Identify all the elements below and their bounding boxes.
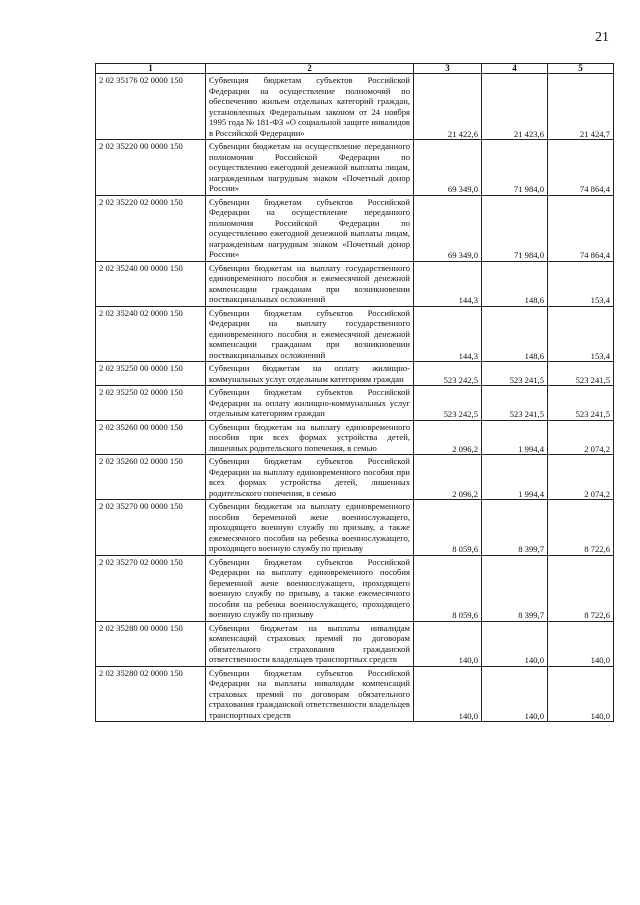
value-col4-cell: 140,0 [482, 666, 548, 722]
budget-code-cell: 2 02 35220 00 0000 150 [96, 140, 206, 196]
value-col3-cell: 2 096,2 [414, 420, 482, 455]
table-row [96, 195, 614, 261]
budget-code-cell: 2 02 35270 00 0000 150 [96, 500, 206, 556]
description-cell: Субвенции бюджетам субъектов Российской Федерации на выплату государственного единовременного пособия и ежемесячной денежной компенсации гражданам при возникновении поствакцинальных осложнений [206, 306, 414, 362]
value-col4-cell: 71 984,0 [482, 195, 548, 261]
budget-code-cell: 2 02 35280 00 0000 150 [96, 621, 206, 666]
budget-code-cell: 2 02 35280 02 0000 150 [96, 666, 206, 722]
table-row [96, 362, 614, 386]
value-col5-cell: 74 864,4 [548, 195, 614, 261]
value-col5-cell: 140,0 [548, 621, 614, 666]
description-cell: Субвенции бюджетам субъектов Российской Федерации на оплату жилищно-коммунальных услуг отдельным категориям граждан [206, 386, 414, 421]
budget-code-cell: 2 02 35250 00 0000 150 [96, 362, 206, 386]
description-cell: Субвенции бюджетам на выплаты инвалидам компенсаций страховых премий по договорам обязательного страхования гражданской ответственности владельцев транспортных средств [206, 621, 414, 666]
value-col3-cell: 523 242,5 [414, 362, 482, 386]
description-cell: Субвенции бюджетам субъектов Российской Федерации на выплаты инвалидам компенсаций страховых премий по договорам обязательного страхования гражданской ответственности владельцев транспортных средств [206, 666, 414, 722]
budget-code-cell: 2 02 35250 02 0000 150 [96, 386, 206, 421]
table-row [96, 555, 614, 621]
value-col5-cell: 2 074,2 [548, 420, 614, 455]
description-cell: Субвенции бюджетам субъектов Российской Федерации на выплату единовременного пособия при всех формах устройства детей, лишенных родительского попечения, в семью [206, 455, 414, 500]
description-cell: Субвенции бюджетам субъектов Российской Федерации на осуществление переданного полномочия Российской Федерации по осуществлению ежегодной денежной выплаты лицам, награжденным нагрудным знаком «Почетный донор России» [206, 195, 414, 261]
value-col5-cell: 153,4 [548, 261, 614, 306]
value-col3-cell: 523 242,5 [414, 386, 482, 421]
table-header-row [96, 64, 614, 74]
value-col4-cell: 8 399,7 [482, 555, 548, 621]
value-col3-cell: 8 059,6 [414, 500, 482, 556]
budget-code-cell: 2 02 35220 02 0000 150 [96, 195, 206, 261]
value-col5-cell: 8 722,6 [548, 500, 614, 556]
value-col3-cell: 140,0 [414, 666, 482, 722]
table-row [96, 74, 614, 140]
budget-table [95, 63, 614, 722]
table-row [96, 261, 614, 306]
value-col5-cell: 523 241,5 [548, 386, 614, 421]
column-header: 1 [96, 64, 206, 74]
value-col4-cell: 1 994,4 [482, 420, 548, 455]
value-col3-cell: 21 422,6 [414, 74, 482, 140]
description-cell: Субвенции бюджетам на выплату единовременного пособия беременной жене военнослужащего, проходящего военную службу по призыву, а также ежемесячного пособия на ребенка военнослужащего, проходящего военную службу по призыву [206, 500, 414, 556]
description-cell: Субвенции бюджетам на осуществление переданного полномочия Российской Федерации по осуществлению ежегодной денежной выплаты лицам, награжденным нагрудным знаком «Почетный донор России» [206, 140, 414, 196]
value-col3-cell: 8 059,6 [414, 555, 482, 621]
table-row [96, 666, 614, 722]
table-row [96, 140, 614, 196]
table-row [96, 455, 614, 500]
value-col3-cell: 2 096,2 [414, 455, 482, 500]
value-col4-cell: 148,6 [482, 306, 548, 362]
budget-code-cell: 2 02 35240 02 0000 150 [96, 306, 206, 362]
column-header: 2 [206, 64, 414, 74]
budget-code-cell: 2 02 35270 02 0000 150 [96, 555, 206, 621]
budget-code-cell: 2 02 35240 00 0000 150 [96, 261, 206, 306]
page-number: 21 [595, 30, 609, 45]
value-col4-cell: 523 241,5 [482, 362, 548, 386]
value-col3-cell: 140,0 [414, 621, 482, 666]
value-col5-cell: 523 241,5 [548, 362, 614, 386]
description-cell: Субвенции бюджетам на оплату жилищно-коммунальных услуг отдельным категориям граждан [206, 362, 414, 386]
table-row [96, 386, 614, 421]
column-header: 3 [414, 64, 482, 74]
value-col4-cell: 523 241,5 [482, 386, 548, 421]
value-col4-cell: 148,6 [482, 261, 548, 306]
value-col5-cell: 2 074,2 [548, 455, 614, 500]
description-cell: Субвенции бюджетам на выплату единовременного пособия при всех формах устройства детей, лишенных родительского попечения, в семью [206, 420, 414, 455]
table-row [96, 420, 614, 455]
value-col5-cell: 74 864,4 [548, 140, 614, 196]
column-header: 5 [548, 64, 614, 74]
description-cell: Субвенции бюджетам субъектов Российской Федерации на выплату единовременного пособия беременной жене военнослужащего, проходящего военную службу по призыву, а также ежемесячного пособия на ребенка военнослужащего, проходящего военную службу по призыву [206, 555, 414, 621]
value-col5-cell: 140,0 [548, 666, 614, 722]
description-cell: Субвенции бюджетам на выплату государственного единовременного пособия и ежемесячной денежной компенсации гражданам при возникновении поствакцинальных осложнений [206, 261, 414, 306]
value-col5-cell: 153,4 [548, 306, 614, 362]
description-cell: Субвенция бюджетам субъектов Российской Федерации на осуществление полномочий по обеспечению жильем отдельных категорий граждан, установленных Федеральным законом от 24 ноября 1995 года № 181-ФЗ «О социальной защите инвалидов в Российской Федерации» [206, 74, 414, 140]
table-body [96, 74, 614, 722]
value-col3-cell: 144,3 [414, 261, 482, 306]
value-col4-cell: 71 984,0 [482, 140, 548, 196]
value-col3-cell: 69 349,0 [414, 195, 482, 261]
value-col3-cell: 144,3 [414, 306, 482, 362]
column-header: 4 [482, 64, 548, 74]
value-col5-cell: 21 424,7 [548, 74, 614, 140]
table-row [96, 500, 614, 556]
budget-code-cell: 2 02 35260 02 0000 150 [96, 455, 206, 500]
value-col4-cell: 21 423,6 [482, 74, 548, 140]
table-row [96, 621, 614, 666]
value-col3-cell: 69 349,0 [414, 140, 482, 196]
budget-code-cell: 2 02 35260 00 0000 150 [96, 420, 206, 455]
value-col4-cell: 1 994,4 [482, 455, 548, 500]
value-col5-cell: 8 722,6 [548, 555, 614, 621]
budget-code-cell: 2 02 35176 02 0000 150 [96, 74, 206, 140]
value-col4-cell: 8 399,7 [482, 500, 548, 556]
table-row [96, 306, 614, 362]
value-col4-cell: 140,0 [482, 621, 548, 666]
